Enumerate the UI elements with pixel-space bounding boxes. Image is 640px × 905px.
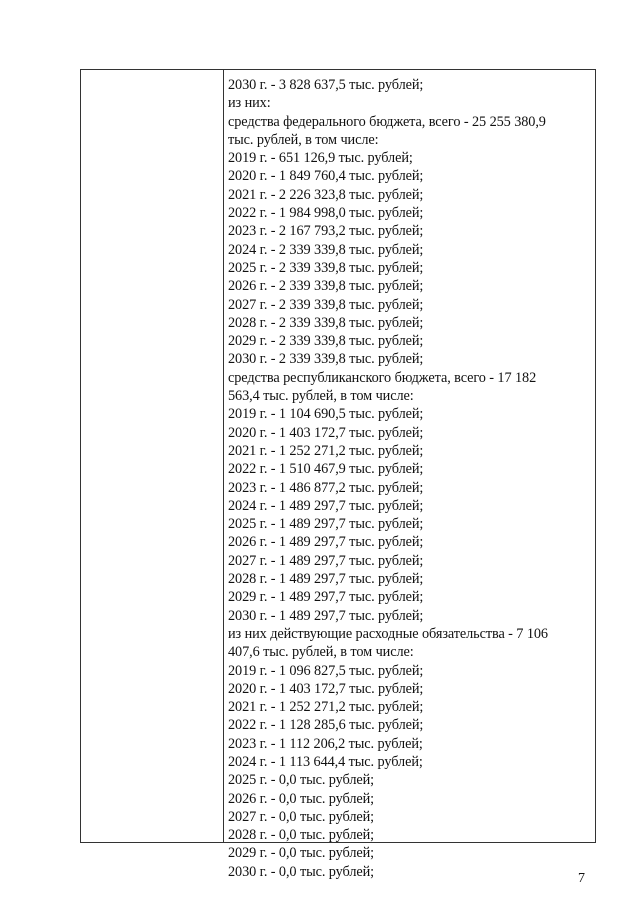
text-line: 2020 г. - 1 403 172,7 тыс. рублей; xyxy=(228,680,424,697)
text-line: 563,4 тыс. рублей, в том числе: xyxy=(228,388,414,405)
text-line: средства федерального бюджета, всего - 25 255 380,9 xyxy=(228,113,546,130)
text-line: 2030 г. - 2 339 339,8 тыс. рублей; xyxy=(228,351,424,368)
text-line: 2024 г. - 1 113 644,4 тыс. рублей; xyxy=(228,753,423,770)
table-right-column xyxy=(224,70,595,880)
page-number: 7 xyxy=(578,871,585,886)
text-line: 2030 г. - 0,0 тыс. рублей; xyxy=(228,863,375,880)
text-line: 2019 г. - 1 096 827,5 тыс. рублей; xyxy=(228,662,424,679)
text-line: 2024 г. - 2 339 339,8 тыс. рублей; xyxy=(228,241,424,258)
text-line: из них: xyxy=(228,95,271,112)
text-line: 2020 г. - 1 849 760,4 тыс. рублей; xyxy=(228,168,424,185)
text-line: 2028 г. - 2 339 339,8 тыс. рублей; xyxy=(228,314,424,331)
text-line: 2030 г. - 3 828 637,5 тыс. рублей; xyxy=(228,77,424,93)
text-line: 2028 г. - 1 489 297,7 тыс. рублей; xyxy=(228,571,424,588)
text-line: 2027 г. - 1 489 297,7 тыс. рублей; xyxy=(228,552,424,569)
text-line: 2025 г. - 0,0 тыс. рублей; xyxy=(228,772,375,789)
text-line: 2022 г. - 1 510 467,9 тыс. рублей; xyxy=(228,461,424,478)
text-line: 2026 г. - 1 489 297,7 тыс. рублей; xyxy=(228,534,424,551)
text-line: 2027 г. - 2 339 339,8 тыс. рублей; xyxy=(228,296,424,313)
text-line: 407,6 тыс. рублей, в том числе: xyxy=(228,644,414,661)
text-line: 2027 г. - 0,0 тыс. рублей; xyxy=(228,808,375,825)
text-line: из них действующие расходные обязательства - 7 106 xyxy=(228,625,548,642)
text-line: 2023 г. - 1 112 206,2 тыс. рублей; xyxy=(228,735,423,752)
text-line: 2025 г. - 2 339 339,8 тыс. рублей; xyxy=(228,259,424,276)
text-line: 2029 г. - 2 339 339,8 тыс. рублей; xyxy=(228,333,424,350)
text-line: 2024 г. - 1 489 297,7 тыс. рублей; xyxy=(228,497,424,514)
text-line: 2030 г. - 1 489 297,7 тыс. рублей; xyxy=(228,607,424,624)
text-line: 2026 г. - 2 339 339,8 тыс. рублей; xyxy=(228,278,424,295)
text-line: 2023 г. - 2 167 793,2 тыс. рублей; xyxy=(228,223,424,240)
document-table xyxy=(80,69,596,880)
text-line: 2021 г. - 2 226 323,8 тыс. рублей; xyxy=(228,186,424,203)
text-line: 2020 г. - 1 403 172,7 тыс. рублей; xyxy=(228,424,424,441)
table-left-column xyxy=(81,70,224,842)
text-line: 2029 г. - 0,0 тыс. рублей; xyxy=(228,845,375,862)
text-line: 2019 г. - 1 104 690,5 тыс. рублей; xyxy=(228,406,424,423)
text-line: 2021 г. - 1 252 271,2 тыс. рублей; xyxy=(228,442,424,459)
text-line: тыс. рублей, в том числе: xyxy=(228,131,379,148)
text-line: 2023 г. - 1 486 877,2 тыс. рублей; xyxy=(228,479,424,496)
text-line: средства республиканского бюджета, всего - 17 182 xyxy=(228,369,537,386)
text-line: 2025 г. - 1 489 297,7 тыс. рублей; xyxy=(228,516,424,533)
text-line: 2026 г. - 0,0 тыс. рублей; xyxy=(228,790,375,807)
text-line: 2021 г. - 1 252 271,2 тыс. рублей; xyxy=(228,699,424,716)
text-line: 2028 г. - 0,0 тыс. рублей; xyxy=(228,827,375,844)
text-line: 2029 г. - 1 489 297,7 тыс. рублей; xyxy=(228,589,424,606)
text-line: 2019 г. - 651 126,9 тыс. рублей; xyxy=(228,150,413,167)
text-line: 2022 г. - 1 984 998,0 тыс. рублей; xyxy=(228,205,424,222)
text-line: 2022 г. - 1 128 285,6 тыс. рублей; xyxy=(228,717,424,734)
